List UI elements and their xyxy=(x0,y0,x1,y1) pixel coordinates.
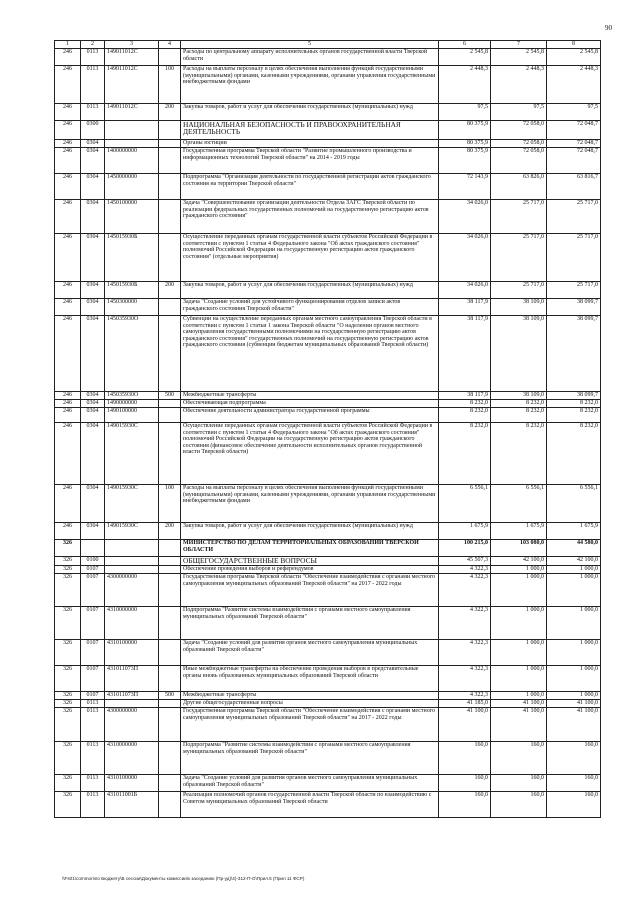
expense-type-cell xyxy=(159,148,181,174)
description-cell: Задача "Создание условий для устойчивого функционирования отделов записи актов гражданского состояния Тверской области" xyxy=(181,299,439,316)
table-row xyxy=(55,666,601,692)
expense-type-cell xyxy=(159,792,181,818)
amount-col8-cell: 1 675,9 xyxy=(547,523,601,540)
amount-col7-cell: 2 448,3 xyxy=(491,66,547,104)
expense-type-cell xyxy=(159,708,181,742)
amount-col7-cell: 160,0 xyxy=(491,792,547,818)
description-cell: Закупка товаров, работ и услуг для обеспечения государственных (муниципальных) нужд xyxy=(181,104,439,121)
description-cell: Расходы по центральному аппарату исполнительных органов государственной власти Тверской области xyxy=(181,49,439,66)
description-cell: Органы юстиции xyxy=(181,140,439,148)
amount-col8-cell: 38 099,7 xyxy=(547,299,601,316)
expense-type-cell xyxy=(159,566,181,574)
admin-code-cell: 326 xyxy=(55,666,81,692)
admin-code-cell: 246 xyxy=(55,148,81,174)
description-cell: Государственная программа Тверской области "Обеспечение взаимодействия с органами местного самоуправления муниципальных образований Тверской области" на 2017 - 2022 годы xyxy=(181,574,439,607)
expense-type-cell xyxy=(159,557,181,566)
amount-col6-cell: 38 117,9 xyxy=(439,316,491,392)
expense-type-cell xyxy=(159,423,181,485)
amount-col6-cell: 8 232,0 xyxy=(439,408,491,423)
admin-code-cell: 326 xyxy=(55,700,81,708)
amount-col6-cell: 100 215,0 xyxy=(439,540,491,557)
admin-code-cell: 246 xyxy=(55,234,81,282)
target-article-cell: 431011001Б xyxy=(105,792,159,818)
table-row xyxy=(55,174,601,200)
amount-col6-cell: 34 026,0 xyxy=(439,234,491,282)
table-row xyxy=(55,282,601,299)
description-cell: Межбюджетные трансферты xyxy=(181,692,439,700)
amount-col6-cell: 1 675,9 xyxy=(439,523,491,540)
amount-col6-cell: 34 026,0 xyxy=(439,200,491,234)
amount-col7-cell: 1 675,9 xyxy=(491,523,547,540)
admin-code-cell: 246 xyxy=(55,200,81,234)
amount-col6-cell: 4 322,3 xyxy=(439,640,491,666)
amount-col7-cell: 8 232,0 xyxy=(491,400,547,408)
amount-col7-cell: 1 000,0 xyxy=(491,640,547,666)
admin-code-cell: 246 xyxy=(55,66,81,104)
target-article-cell: 1450000000 xyxy=(105,174,159,200)
amount-col8-cell: 8 232,0 xyxy=(547,408,601,423)
table-row xyxy=(55,140,601,148)
expense-type-cell: 200 xyxy=(159,523,181,540)
expense-type-cell xyxy=(159,700,181,708)
expense-type-cell xyxy=(159,775,181,792)
table-row xyxy=(55,299,601,316)
amount-col7-cell: 160,0 xyxy=(491,742,547,775)
target-article-cell: 149015930С xyxy=(105,423,159,485)
description-cell: НАЦИОНАЛЬНАЯ БЕЗОПАСНОСТЬ И ПРАВООХРАНИТЕЛЬНАЯ ДЕЯТЕЛЬНОСТЬ xyxy=(181,121,439,140)
admin-code-cell: 326 xyxy=(55,574,81,607)
header-row xyxy=(55,41,601,49)
expense-type-cell: 500 xyxy=(159,692,181,700)
target-article-cell: 4310100000 xyxy=(105,640,159,666)
admin-code-cell: 246 xyxy=(55,140,81,148)
admin-code-cell: 326 xyxy=(55,708,81,742)
amount-col8-cell: 1 000,0 xyxy=(547,666,601,692)
admin-code-cell: 246 xyxy=(55,485,81,523)
section-code-cell: 0304 xyxy=(81,400,105,408)
section-code-cell: 0304 xyxy=(81,200,105,234)
description-cell: Задача "Создание условий для развития органов местного самоуправления муниципальных образований Тверской области" xyxy=(181,775,439,792)
section-code-cell: 0107 xyxy=(81,566,105,574)
amount-col6-cell: 2 545,8 xyxy=(439,49,491,66)
amount-col8-cell: 8 232,0 xyxy=(547,400,601,408)
expense-type-cell xyxy=(159,574,181,607)
amount-col7-cell: 25 717,0 xyxy=(491,200,547,234)
table-row xyxy=(55,200,601,234)
description-cell: Задача "Совершенствование организации деятельности Отдела ЗАГС Тверской области по реализации федеральных государственных полномочий на государственную регистрацию актов гражданского состояния" xyxy=(181,200,439,234)
amount-col6-cell: 8 232,0 xyxy=(439,423,491,485)
table-row xyxy=(55,485,601,523)
expense-type-cell xyxy=(159,174,181,200)
amount-col7-cell: 1 000,0 xyxy=(491,566,547,574)
description-cell: Реализация полномочий органов государственной власти Тверской области по взаимодействию с Советом муниципальных образований Тверской области xyxy=(181,792,439,818)
amount-col7-cell: 38 109,0 xyxy=(491,392,547,400)
amount-col6-cell: 41 185,0 xyxy=(439,700,491,708)
amount-col8-cell: 1 000,0 xyxy=(547,640,601,666)
admin-code-cell: 246 xyxy=(55,392,81,400)
table-row xyxy=(55,566,601,574)
amount-col8-cell: 42 100,0 xyxy=(547,557,601,566)
admin-code-cell: 246 xyxy=(55,49,81,66)
section-code-cell: 0107 xyxy=(81,666,105,692)
amount-col6-cell: 4 322,3 xyxy=(439,607,491,640)
amount-col8-cell: 1 000,0 xyxy=(547,566,601,574)
target-article-cell: 4310100000 xyxy=(105,775,159,792)
description-cell: Государственная программа Тверской области "Развитие промышленного производства и информационных технологий Тверской области" на 2014 - 2019 годы xyxy=(181,148,439,174)
amount-col8-cell: 1 000,0 xyxy=(547,574,601,607)
amount-col7-cell: 8 232,0 xyxy=(491,423,547,485)
target-article-cell: 149015930С xyxy=(105,523,159,540)
description-cell: Обеспечивающая подпрограмма xyxy=(181,400,439,408)
amount-col7-cell: 8 232,0 xyxy=(491,408,547,423)
amount-col6-cell: 38 117,9 xyxy=(439,392,491,400)
amount-col8-cell: 160,0 xyxy=(547,792,601,818)
amount-col8-cell: 72 048,7 xyxy=(547,148,601,174)
section-code-cell: 0304 xyxy=(81,316,105,392)
description-cell: Межбюджетные трансферты xyxy=(181,392,439,400)
target-article-cell: 431011073П xyxy=(105,692,159,700)
target-article-cell: 431011073П xyxy=(105,666,159,692)
amount-col8-cell: 8 232,0 xyxy=(547,423,601,485)
amount-col6-cell: 80 375,9 xyxy=(439,148,491,174)
section-code-cell: 0107 xyxy=(81,640,105,666)
section-code-cell: 0304 xyxy=(81,174,105,200)
section-code-cell: 0304 xyxy=(81,523,105,540)
table-row xyxy=(55,574,601,607)
expense-type-cell: 100 xyxy=(159,485,181,523)
amount-col7-cell: 1 000,0 xyxy=(491,607,547,640)
amount-col7-cell: 41 100,0 xyxy=(491,700,547,708)
expense-type-cell xyxy=(159,607,181,640)
description-cell: Расходы на выплаты персоналу в целях обеспечения выполнения функций государственными (муниципальными) органами, казенными учреждениями, органами управления государственными внебюджетными фондами xyxy=(181,485,439,523)
expense-type-cell xyxy=(159,666,181,692)
section-code-cell: 0113 xyxy=(81,104,105,121)
amount-col6-cell: 8 232,0 xyxy=(439,400,491,408)
expense-type-cell xyxy=(159,200,181,234)
admin-code-cell: 246 xyxy=(55,316,81,392)
amount-col8-cell: 38 099,7 xyxy=(547,316,601,392)
amount-col7-cell: 38 109,0 xyxy=(491,299,547,316)
description-cell: МИНИСТЕРСТВО ПО ДЕЛАМ ТЕРРИТОРИАЛЬНЫХ ОБРАЗОВАНИЙ ТВЕРСКОЙ ОБЛАСТИ xyxy=(181,540,439,557)
description-cell: Подпрограмма "Развитие системы взаимодействия с органами местного самоуправления муниципальных образований Тверской области" xyxy=(181,742,439,775)
amount-col7-cell: 1 000,0 xyxy=(491,692,547,700)
section-code-cell: 0113 xyxy=(81,49,105,66)
target-article-cell xyxy=(105,700,159,708)
amount-col8-cell: 41 100,0 xyxy=(547,708,601,742)
amount-col8-cell: 25 717,0 xyxy=(547,282,601,299)
description-cell: Иные межбюджетные трансферты на обеспечение проведения выборов в представительные органы вновь образованных муниципальных образований Тверской области xyxy=(181,666,439,692)
table-row xyxy=(55,775,601,792)
expense-type-cell xyxy=(159,400,181,408)
admin-code-cell: 326 xyxy=(55,607,81,640)
table-row xyxy=(55,792,601,818)
admin-code-cell: 246 xyxy=(55,299,81,316)
admin-code-cell: 246 xyxy=(55,523,81,540)
target-article-cell: 1450100000 xyxy=(105,200,159,234)
table-row xyxy=(55,148,601,174)
table-row xyxy=(55,692,601,700)
amount-col7-cell: 63 826,0 xyxy=(491,174,547,200)
expense-type-cell xyxy=(159,49,181,66)
amount-col6-cell: 4 322,3 xyxy=(439,666,491,692)
admin-code-cell: 246 xyxy=(55,423,81,485)
file-path-footer: \\Fs01\common\по Бюджету\В сессии\Документы комиссии\к заседанию (Пр-уд)\4)-312-П-О\Прил.5 (Прил 11 ФСР) xyxy=(62,876,305,881)
section-code-cell: 0113 xyxy=(81,700,105,708)
description-cell: Подпрограмма "Организация деятельности по государственной регистрации актов гражданского состояния на территории Тверской области" xyxy=(181,174,439,200)
amount-col6-cell: 34 026,0 xyxy=(439,282,491,299)
amount-col7-cell: 72 058,0 xyxy=(491,148,547,174)
table-row xyxy=(55,234,601,282)
admin-code-cell: 326 xyxy=(55,742,81,775)
header-cell: 5 xyxy=(181,41,439,49)
budget-table xyxy=(54,40,601,818)
expense-type-cell: 200 xyxy=(159,282,181,299)
target-article-cell xyxy=(105,121,159,140)
section-code-cell: 0304 xyxy=(81,299,105,316)
section-code-cell: 0100 xyxy=(81,557,105,566)
header-cell: 6 xyxy=(439,41,491,49)
target-article-cell: 145015930Б xyxy=(105,282,159,299)
expense-type-cell: 500 xyxy=(159,392,181,400)
target-article-cell: 4300000000 xyxy=(105,574,159,607)
section-code-cell: 0300 xyxy=(81,121,105,140)
amount-col6-cell: 45 507,3 xyxy=(439,557,491,566)
header-cell: 4 xyxy=(159,41,181,49)
expense-type-cell xyxy=(159,408,181,423)
amount-col6-cell: 72 143,9 xyxy=(439,174,491,200)
description-cell: Задача "Создание условий для развития органов местного самоуправления муниципальных образований Тверской области" xyxy=(181,640,439,666)
amount-col7-cell: 2 545,8 xyxy=(491,49,547,66)
table-row xyxy=(55,66,601,104)
header-cell: 2 xyxy=(81,41,105,49)
section-code-cell: 0304 xyxy=(81,408,105,423)
expense-type-cell xyxy=(159,234,181,282)
amount-col6-cell: 4 322,3 xyxy=(439,692,491,700)
target-article-cell: 1400000000 xyxy=(105,148,159,174)
table-row xyxy=(55,742,601,775)
description-cell: Расходы на выплаты персоналу в целях обеспечения выполнения функций государственными (муниципальными) органами, казенными учреждениями, органами управления государственными внебюджетными фондами xyxy=(181,66,439,104)
amount-col7-cell: 103 080,0 xyxy=(491,540,547,557)
amount-col8-cell: 25 717,0 xyxy=(547,200,601,234)
target-article-cell xyxy=(105,140,159,148)
amount-col8-cell: 1 000,0 xyxy=(547,607,601,640)
section-code-cell: 0304 xyxy=(81,485,105,523)
amount-col7-cell: 42 100,0 xyxy=(491,557,547,566)
section-code-cell: 0304 xyxy=(81,234,105,282)
expense-type-cell xyxy=(159,640,181,666)
target-article-cell: 149011012С xyxy=(105,66,159,104)
expense-type-cell xyxy=(159,316,181,392)
amount-col8-cell: 2 448,3 xyxy=(547,66,601,104)
target-article-cell: 4310000000 xyxy=(105,607,159,640)
section-code-cell: 0304 xyxy=(81,392,105,400)
amount-col8-cell: 72 048,7 xyxy=(547,140,601,148)
section-code-cell xyxy=(81,540,105,557)
table-row xyxy=(55,408,601,423)
admin-code-cell: 326 xyxy=(55,640,81,666)
amount-col7-cell: 1 000,0 xyxy=(491,666,547,692)
amount-col6-cell: 160,0 xyxy=(439,742,491,775)
amount-col8-cell: 25 717,0 xyxy=(547,234,601,282)
amount-col8-cell: 1 000,0 xyxy=(547,692,601,700)
expense-type-cell xyxy=(159,742,181,775)
admin-code-cell: 326 xyxy=(55,692,81,700)
header-cell: 7 xyxy=(491,41,547,49)
amount-col8-cell: 44 580,0 xyxy=(547,540,601,557)
amount-col8-cell: 160,0 xyxy=(547,775,601,792)
description-cell: Подпрограмма "Развитие системы взаимодействия с органами местного самоуправления муниципальных образований Тверской области" xyxy=(181,607,439,640)
amount-col6-cell: 80 375,9 xyxy=(439,121,491,140)
table-body xyxy=(55,41,601,818)
table-row xyxy=(55,708,601,742)
description-cell: Обеспечение проведения выборов и референдумов xyxy=(181,566,439,574)
section-code-cell: 0304 xyxy=(81,140,105,148)
description-cell: ОБЩЕГОСУДАРСТВЕННЫЕ ВОПРОСЫ xyxy=(181,557,439,566)
admin-code-cell: 246 xyxy=(55,174,81,200)
amount-col6-cell: 6 556,1 xyxy=(439,485,491,523)
amount-col6-cell: 4 322,3 xyxy=(439,566,491,574)
amount-col7-cell: 6 556,1 xyxy=(491,485,547,523)
table-row xyxy=(55,607,601,640)
admin-code-cell: 326 xyxy=(55,566,81,574)
expense-type-cell: 100 xyxy=(159,66,181,104)
amount-col8-cell: 72 048,7 xyxy=(547,121,601,140)
target-article-cell: 1450300000 xyxy=(105,299,159,316)
target-article-cell: 4300000000 xyxy=(105,708,159,742)
table-row xyxy=(55,400,601,408)
header-cell: 3 xyxy=(105,41,159,49)
admin-code-cell: 326 xyxy=(55,540,81,557)
amount-col8-cell: 97,5 xyxy=(547,104,601,121)
amount-col7-cell: 97,5 xyxy=(491,104,547,121)
table-row xyxy=(55,392,601,400)
amount-col8-cell: 2 545,8 xyxy=(547,49,601,66)
description-cell: Государственная программа Тверской области "Обеспечение взаимодействия с органами местного самоуправления муниципальных образований Тверской области" на 2017 - 2022 годы xyxy=(181,708,439,742)
amount-col6-cell: 4 322,3 xyxy=(439,574,491,607)
table-row xyxy=(55,423,601,485)
description-cell: Субвенции на осуществление переданных органам местного самоуправления Тверской области в соответствии с пунктом 1 статьи 1 закона Тверской области "О наделении органов местного самоуправления государственными полномочиями на государственную регистрацию актов гражданского состояния" государственных полномочий на государственную регистрацию актов гражданского состояния (субвенции бюджетам муниципальных образований Тверской области) xyxy=(181,316,439,392)
amount-col8-cell: 160,0 xyxy=(547,742,601,775)
admin-code-cell: 246 xyxy=(55,104,81,121)
admin-code-cell: 246 xyxy=(55,400,81,408)
amount-col6-cell: 160,0 xyxy=(439,775,491,792)
amount-col8-cell: 6 556,1 xyxy=(547,485,601,523)
target-article-cell xyxy=(105,540,159,557)
expense-type-cell xyxy=(159,140,181,148)
target-article-cell: 149011012С xyxy=(105,104,159,121)
expense-type-cell xyxy=(159,121,181,140)
section-code-cell: 0107 xyxy=(81,607,105,640)
section-code-cell: 0113 xyxy=(81,708,105,742)
amount-col7-cell: 38 109,0 xyxy=(491,316,547,392)
section-code-cell: 0113 xyxy=(81,66,105,104)
target-article-cell: 1490100000 xyxy=(105,408,159,423)
description-cell: Закупка товаров, работ и услуг для обеспечения государственных (муниципальных) нужд xyxy=(181,523,439,540)
expense-type-cell xyxy=(159,299,181,316)
description-cell: Осуществление переданных органам государственной власти субъектов Российской Федерации в соответствии с пунктом 1 статьи 4 Федерального закона "Об актах гражданского состояния" полномочий Российской Федерации на государственную регистрацию актов гражданского состояния" (отдельные мероприятия) xyxy=(181,234,439,282)
target-article-cell: 145015930Б xyxy=(105,234,159,282)
target-article-cell xyxy=(105,557,159,566)
section-code-cell: 0107 xyxy=(81,574,105,607)
description-cell: Закупка товаров, работ и услуг для обеспечения государственных (муниципальных) нужд xyxy=(181,282,439,299)
amount-col8-cell: 38 099,7 xyxy=(547,392,601,400)
admin-code-cell: 246 xyxy=(55,121,81,140)
admin-code-cell: 326 xyxy=(55,775,81,792)
table-row xyxy=(55,316,601,392)
table-row xyxy=(55,640,601,666)
expense-type-cell xyxy=(159,540,181,557)
target-article-cell: 145035930О xyxy=(105,392,159,400)
page-number: 90 xyxy=(605,24,612,32)
amount-col7-cell: 72 058,0 xyxy=(491,140,547,148)
section-code-cell: 0304 xyxy=(81,423,105,485)
target-article-cell: 145035930О xyxy=(105,316,159,392)
amount-col8-cell: 63 816,7 xyxy=(547,174,601,200)
target-article-cell: 149011012С xyxy=(105,49,159,66)
amount-col7-cell: 160,0 xyxy=(491,775,547,792)
section-code-cell: 0304 xyxy=(81,282,105,299)
amount-col7-cell: 41 100,0 xyxy=(491,708,547,742)
amount-col7-cell: 25 717,0 xyxy=(491,282,547,299)
target-article-cell xyxy=(105,566,159,574)
table-row xyxy=(55,121,601,140)
table-row xyxy=(55,557,601,566)
target-article-cell: 149015930С xyxy=(105,485,159,523)
amount-col6-cell: 160,0 xyxy=(439,792,491,818)
amount-col6-cell: 41 100,0 xyxy=(439,708,491,742)
table-row xyxy=(55,540,601,557)
description-cell: Обеспечение деятельности администратора государственной программы xyxy=(181,408,439,423)
table-row xyxy=(55,523,601,540)
target-article-cell: 4310000000 xyxy=(105,742,159,775)
amount-col7-cell: 1 000,0 xyxy=(491,574,547,607)
section-code-cell: 0107 xyxy=(81,692,105,700)
description-cell: Другие общегосударственные вопросы xyxy=(181,700,439,708)
admin-code-cell: 246 xyxy=(55,408,81,423)
amount-col7-cell: 25 717,0 xyxy=(491,234,547,282)
table-row xyxy=(55,49,601,66)
table-row xyxy=(55,700,601,708)
amount-col8-cell: 41 100,0 xyxy=(547,700,601,708)
admin-code-cell: 326 xyxy=(55,792,81,818)
header-cell: 8 xyxy=(547,41,601,49)
amount-col6-cell: 2 448,3 xyxy=(439,66,491,104)
description-cell: Осуществление переданных органам государственной власти субъектов Российской Федерации в соответствии с пунктом 1 статьи 4 Федерального закона "Об актах гражданского состояния" полномочий Российской Федерации на государственную регистрацию актов гражданского состояния (финансовое обеспечение деятельности исполнительных органов государственной власти Тверской области) xyxy=(181,423,439,485)
amount-col6-cell: 80 375,9 xyxy=(439,140,491,148)
amount-col6-cell: 97,5 xyxy=(439,104,491,121)
section-code-cell: 0113 xyxy=(81,742,105,775)
header-cell: 1 xyxy=(55,41,81,49)
admin-code-cell: 326 xyxy=(55,557,81,566)
section-code-cell: 0113 xyxy=(81,792,105,818)
table-row xyxy=(55,104,601,121)
section-code-cell: 0113 xyxy=(81,775,105,792)
expense-type-cell: 200 xyxy=(159,104,181,121)
amount-col7-cell: 72 058,0 xyxy=(491,121,547,140)
amount-col6-cell: 38 117,9 xyxy=(439,299,491,316)
admin-code-cell: 246 xyxy=(55,282,81,299)
target-article-cell: 1490000000 xyxy=(105,400,159,408)
section-code-cell: 0304 xyxy=(81,148,105,174)
